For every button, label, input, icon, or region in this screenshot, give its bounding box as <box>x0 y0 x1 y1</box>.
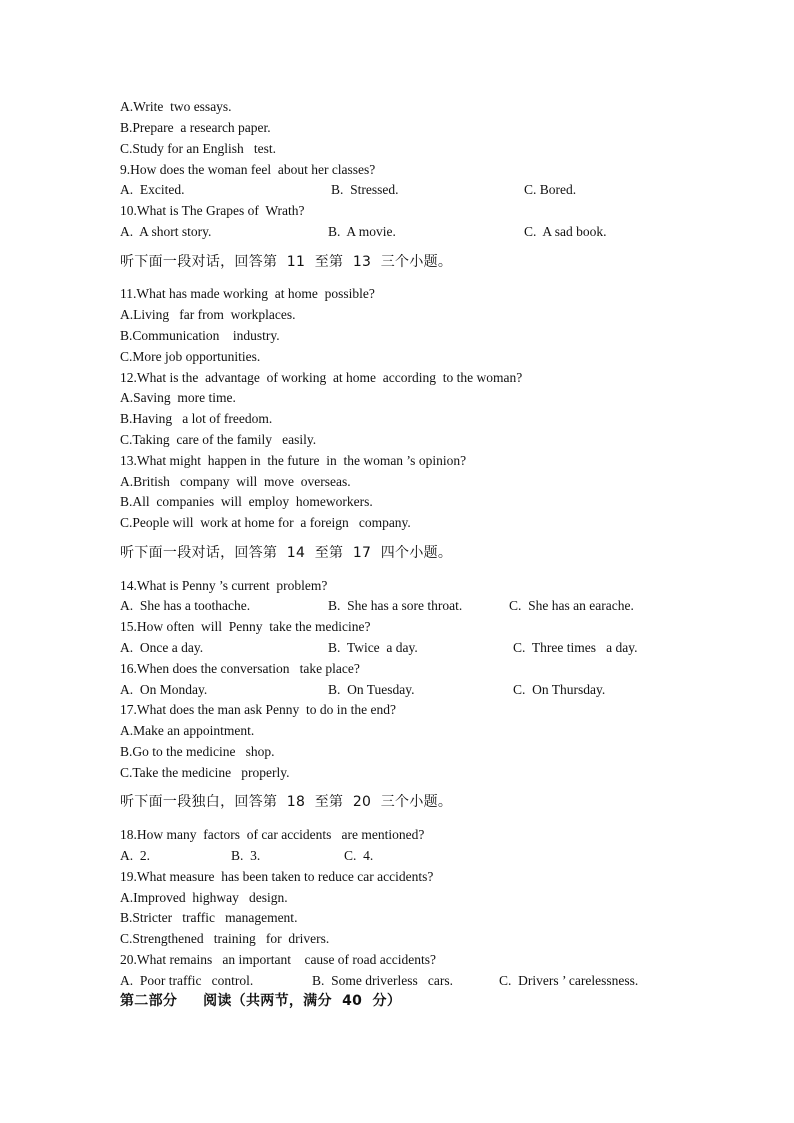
q17-option-c: C.Take the medicine properly. <box>120 765 290 780</box>
q9-question: 9.How does the woman feel about her classes? <box>120 162 376 177</box>
q19-option-c: C.Strengthened training for drivers. <box>120 931 330 946</box>
q16-question: 16.When does the conversation take place? <box>120 661 360 676</box>
q20-option-b: B. Some driverless cars. <box>312 973 453 988</box>
q13-option-b: B.All companies will employ homeworkers. <box>120 494 373 509</box>
q11-option-a: A.Living far from workplaces. <box>120 307 296 322</box>
q13-question: 13.What might happen in the future in the woman ’s opinion? <box>120 453 467 468</box>
section-header-11-13: 听下面一段对话，回答第 11 至第 13 三个小题。 <box>120 254 453 270</box>
q13-option-c: C.People will work at home for a foreign company. <box>120 515 411 530</box>
q10-option-c: C. A sad book. <box>524 224 607 239</box>
section-header-14-17: 听下面一段对话，回答第 14 至第 17 四个小题。 <box>120 545 453 561</box>
q17-option-a: A.Make an appointment. <box>120 723 255 738</box>
q12-option-b: B.Having a lot of freedom. <box>120 411 273 426</box>
section-header-18-20: 听下面一段独白，回答第 18 至第 20 三个小题。 <box>120 794 453 810</box>
q9-option-c: C. Bored. <box>524 182 577 197</box>
q10-option-b: B. A movie. <box>328 224 396 239</box>
q19-question: 19.What measure has been taken to reduce car accidents? <box>120 869 434 884</box>
q12-option-a: A.Saving more time. <box>120 390 236 405</box>
q19-option-b: B.Stricter traffic management. <box>120 910 298 925</box>
q16-option-a: A. On Monday. <box>120 682 208 697</box>
q10-question: 10.What is The Grapes of Wrath? <box>120 203 305 218</box>
q12-option-c: C.Taking care of the family easily. <box>120 432 317 447</box>
q20-option-c: C. Drivers ’ carelessness. <box>499 973 639 988</box>
q16-option-b: B. On Tuesday. <box>328 682 415 697</box>
q18-question: 18.How many factors of car accidents are mentioned? <box>120 827 425 842</box>
q8-option-c: C.Study for an English test. <box>120 141 276 156</box>
q12-question: 12.What is the advantage of working at home according to the woman? <box>120 370 523 385</box>
q18-option-b: B. 3. <box>231 848 261 863</box>
q20-question: 20.What remains an important cause of road accidents? <box>120 952 437 967</box>
q17-question: 17.What does the man ask Penny to do in the end? <box>120 702 396 717</box>
q15-option-c: C. Three times a day. <box>513 640 638 655</box>
q18-option-c: C. 4. <box>344 848 374 863</box>
q19-option-a: A.Improved highway design. <box>120 890 288 905</box>
q11-option-c: C.More job opportunities. <box>120 349 261 364</box>
q18-option-a: A. 2. <box>120 848 150 863</box>
q9-option-a: A. Excited. <box>120 182 185 197</box>
q14-option-a: A. She has a toothache. <box>120 598 251 613</box>
q11-option-b: B.Communication industry. <box>120 328 280 343</box>
q20-option-a: A. Poor traffic control. <box>120 973 254 988</box>
q17-option-b: B.Go to the medicine shop. <box>120 744 275 759</box>
q15-option-a: A. Once a day. <box>120 640 204 655</box>
part2-title: 第二部分 阅读（共两节，满分 40 分） <box>120 993 402 1009</box>
q15-option-b: B. Twice a day. <box>328 640 418 655</box>
q14-option-b: B. She has a sore throat. <box>328 598 463 613</box>
q16-option-c: C. On Thursday. <box>513 682 606 697</box>
q14-option-c: C. She has an earache. <box>509 598 634 613</box>
q14-question: 14.What is Penny ’s current problem? <box>120 578 328 593</box>
q9-option-b: B. Stressed. <box>331 182 399 197</box>
q8-option-a: A.Write two essays. <box>120 99 232 114</box>
q11-question: 11.What has made working at home possible? <box>120 286 375 301</box>
q13-option-a: A.British company will move overseas. <box>120 474 351 489</box>
q8-option-b: B.Prepare a research paper. <box>120 120 271 135</box>
q15-question: 15.How often will Penny take the medicine? <box>120 619 371 634</box>
q10-option-a: A. A short story. <box>120 224 212 239</box>
